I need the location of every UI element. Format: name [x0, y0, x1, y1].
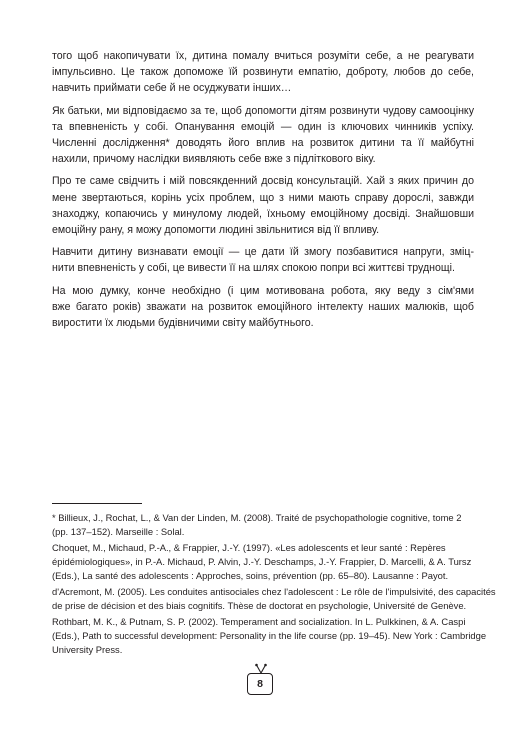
paragraph: [52, 48, 474, 97]
text-line: вже багато років) зважати на розвиток емоційного інтелекту наших малюків, щоб: [52, 300, 474, 313]
footnotes: [52, 511, 496, 659]
main-text: [52, 48, 474, 337]
page-number: 8: [257, 678, 263, 690]
paragraph: [52, 103, 474, 168]
reference-line: d'Acremont, M. (2005). Les conduites antisociales chez l'adolescent : Le rôle de l'impulsivité, des capacités: [52, 585, 496, 597]
text-line: емоційну рану, я можу допомогти людині звільнитися від її впливу.: [52, 224, 380, 237]
text-line: нити впевненість у собі, це вивести її на шлях спокою попри всі життєві труднощі.: [52, 262, 455, 275]
footnote-entry: [52, 511, 474, 539]
text-line: виростити їх людьми будівничими світу майбутнього.: [52, 317, 314, 330]
reference-line: (Eds.), La santé des adolescents : Approches, soins, prévention (pp. 65–80). Lausanne : Payot.: [52, 569, 449, 581]
footnote-line: * Billieux, J., Rochat, L., & Van der Linden, M. (2008). Traité de psychopathologie cognitive, tome 2: [52, 512, 462, 523]
text-line: Численні дослідження* доводять його вплив на розвиток дитини та її майбутні: [52, 137, 474, 150]
text-line: імпульсивно. Це також допоможе їй розвинути емпатію, доброту, любов до себе,: [52, 66, 474, 79]
paragraph: [52, 283, 474, 332]
text-line: знаходжу, копаючись у минулому людей, їхньому емоційному досвіді. Знайшовши: [52, 207, 474, 220]
text-line: На мою думку, конче необхідно (і цим мотивована робота, яку веду з сім'ями: [52, 284, 474, 297]
page-number-badge: [247, 673, 273, 695]
reference-line: de prise de décision et des biais cognitifs. Thèse de doctorat en psychologie, Université de Genève.: [52, 599, 467, 611]
paragraph: [52, 244, 474, 276]
text-line: Як батьки, ми відповідаємо за те, щоб допомогти дітям розвинути чудову самооцінку: [52, 104, 474, 117]
text-line: та впевненість у собі. Опанування емоцій — один із ключових чинників успіху.: [52, 120, 474, 133]
reference-entry: [52, 615, 487, 656]
reference-line: University Press.: [52, 643, 123, 655]
reference-line: Choquet, M., Michaud, P.-A., & Frappier, J.-Y. (1997). «Les adolescents et leur santé : Repères: [52, 542, 446, 554]
text-line: навчить приймати себе й не осуджувати інших…: [52, 82, 292, 95]
reference-line: épidémiologiques», in P.-A. Michaud, P. Alvin, J.-Y. Deschamps, J.-Y. Frappier, D. Marcelli, & A. Tursz: [52, 555, 472, 567]
footnote-divider: [52, 503, 142, 504]
reference-entry: [52, 541, 474, 582]
text-line: нахили, причому наслідки виявляють себе вже з підліткового віку.: [52, 153, 376, 166]
reference-line: (Eds.), Path to successful development: Personality in the life course (pp. 19–45). New York : Cambridge: [52, 629, 487, 641]
text-line: Про те саме свідчить і мій повсякденний досвід консультацій. Хай з яких причин до: [52, 175, 474, 188]
text-line: мене звертаються, корінь усіх проблем, що з ними мають справу дорослі, завжди: [52, 191, 474, 204]
footnote-line: (pp. 137–152). Marseille : Solal.: [52, 525, 185, 537]
reference-entry: [52, 585, 496, 613]
reference-line: Rothbart, M. K., & Putnam, S. P. (2002). Temperament and socialization. In L. Pulkkinen, & A. Caspi: [52, 616, 466, 628]
paragraph: [52, 173, 474, 238]
text-line: Навчити дитину визнавати емоції — це дати їй змогу позбавитися напруги, зміц-: [52, 246, 474, 259]
text-line: того щоб накопичувати їх, дитина помалу вчиться розуміти себе, а не реагувати: [52, 50, 474, 62]
